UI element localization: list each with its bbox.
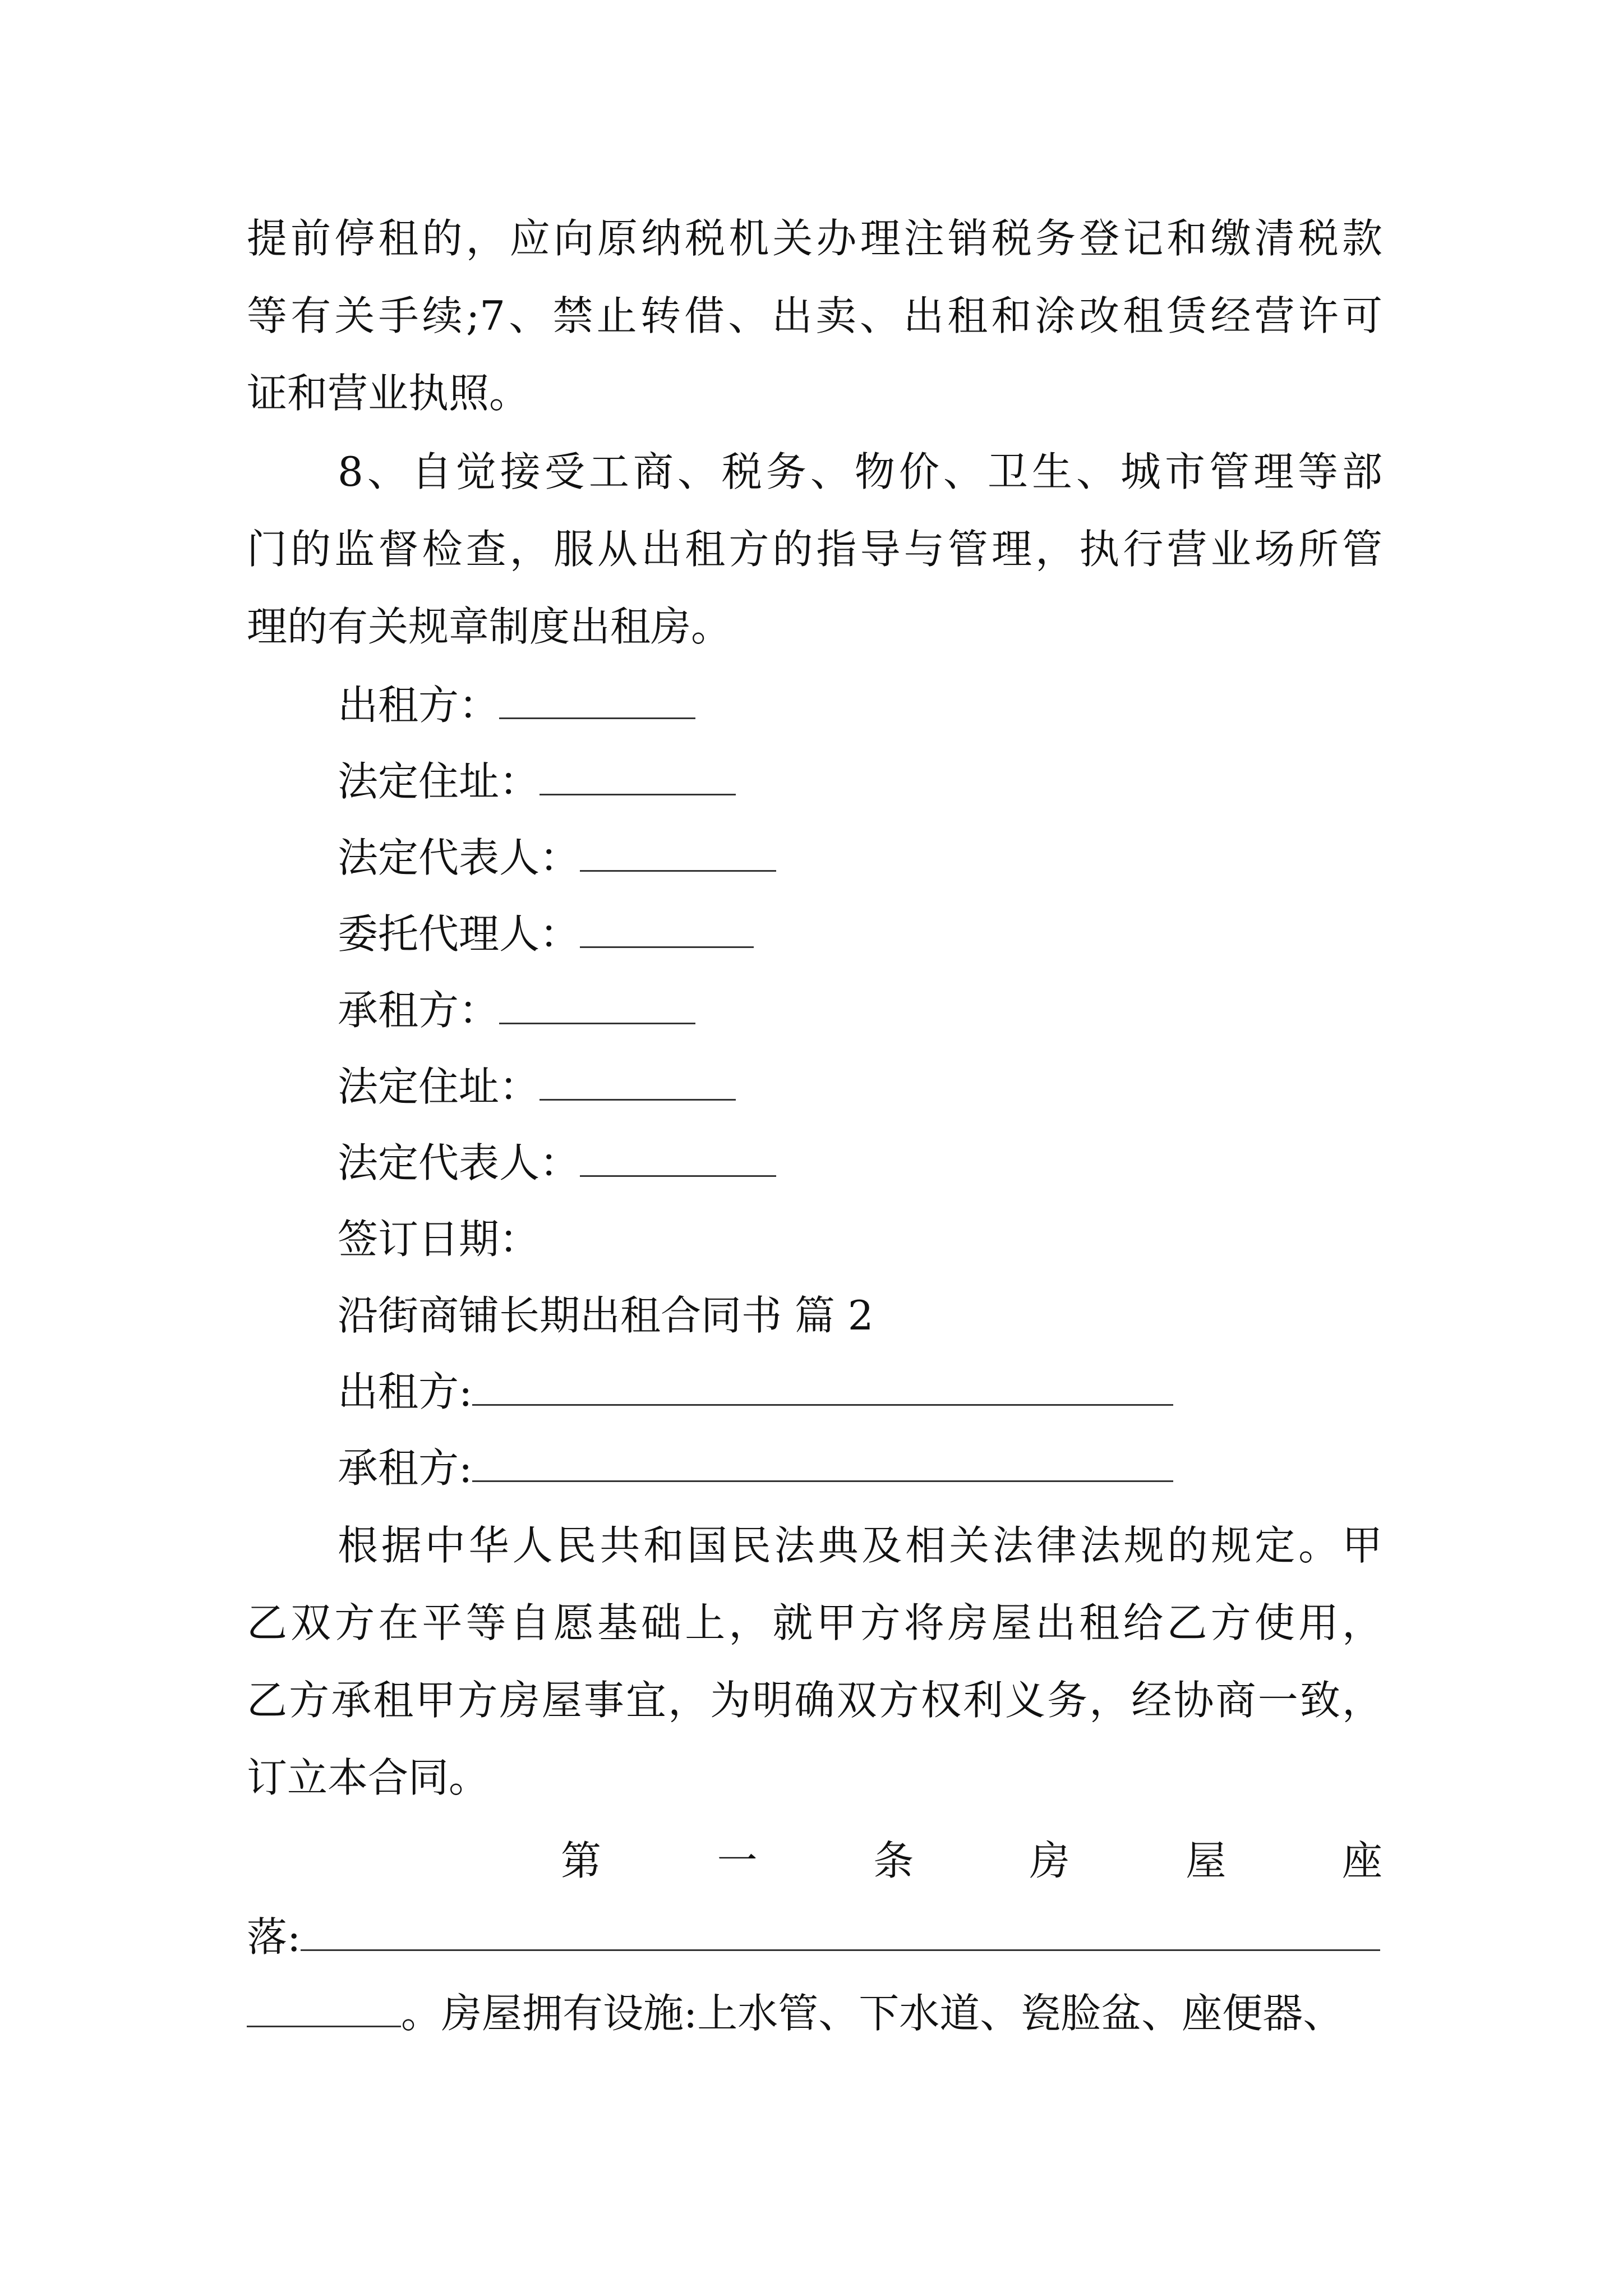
article1-heading-char: 一	[717, 1837, 758, 1884]
lessor-blank	[499, 683, 695, 719]
section2-lessee-blank	[472, 1446, 1173, 1482]
paragraph-line: 订立本合同。	[247, 1754, 490, 1801]
lessee-label: 承租方：	[338, 987, 500, 1034]
section2-lessor-label: 出租方:	[338, 1368, 473, 1415]
lessor-signature-row	[338, 680, 695, 730]
lessor-address-label: 法定住址：	[338, 758, 540, 805]
article1-heading-char: 屋	[1186, 1837, 1227, 1884]
lessee-address-row	[338, 1061, 736, 1112]
agent-label: 委托代理人：	[338, 910, 580, 958]
paragraph-line: 乙方承租甲方房屋事宜，为明确双方权利义务，经协商一致，	[247, 1677, 1382, 1724]
paragraph-line: 提前停租的，应向原纳税机关办理注销税务登记和缴清税款	[247, 215, 1382, 262]
paragraph-line: 证和营业执照。	[247, 370, 530, 417]
lessor-rep-label: 法定代表人：	[338, 834, 580, 881]
lessee-rep-row	[338, 1138, 776, 1188]
paragraph-line: 根据中华人民共和国民法典及相关法律法规的规定。甲	[338, 1522, 1382, 1569]
paragraph-line: 理的有关规章制度出租房。	[247, 603, 732, 650]
article1-heading	[561, 1835, 1382, 1886]
article1-location-blank	[301, 1915, 1380, 1951]
lessee-address-blank	[540, 1064, 736, 1101]
article1-heading-char: 条	[873, 1837, 914, 1884]
lessee-address-label: 法定住址：	[338, 1063, 540, 1110]
date-label: 签订日期：	[338, 1216, 540, 1263]
article1-location-blank-continued	[247, 1991, 401, 2027]
date-row	[338, 1214, 540, 1264]
lessee-rep-blank	[580, 1140, 776, 1177]
lessor-address-blank	[540, 759, 736, 795]
section2-lessee-row	[338, 1443, 1173, 1493]
article1-facilities-text: 。房屋拥有设施:上水管、下水道、瓷脸盆、座便器、	[401, 1990, 1344, 2037]
article1-heading-char: 第	[561, 1837, 602, 1884]
section2-lessor-blank	[472, 1369, 1173, 1406]
lessor-rep-blank	[580, 835, 776, 872]
paragraph-line: 乙双方在平等自愿基础上，就甲方将房屋出租给乙方使用，	[247, 1599, 1382, 1646]
section2-lessor-row	[338, 1366, 1173, 1417]
article1-location-row	[247, 1912, 1380, 1962]
paragraph-line: 8、自觉接受工商、税务、物价、卫生、城市管理等部	[338, 448, 1382, 495]
section-title: 沿街商铺长期出租合同书 篇 2	[338, 1292, 874, 1339]
agent-row	[338, 909, 754, 959]
lessee-signature-row	[338, 985, 695, 1036]
lessor-label: 出租方：	[338, 682, 500, 729]
paragraph-line: 等有关手续;7、禁止转借、出卖、出租和涂改租赁经营许可	[247, 292, 1382, 339]
article1-heading-char: 座	[1341, 1837, 1382, 1884]
article1-location-label: 落:	[247, 1913, 301, 1961]
paragraph-line: 门的监督检查，服从出租方的指导与管理，执行营业场所管	[247, 526, 1382, 573]
lessor-rep-row	[338, 832, 776, 883]
agent-blank	[580, 912, 754, 948]
lessee-blank	[499, 988, 695, 1024]
article1-facilities-row	[247, 1988, 1343, 2039]
article1-heading-char: 房	[1029, 1837, 1070, 1884]
lessee-rep-label: 法定代表人：	[338, 1139, 580, 1186]
section2-lessee-label: 承租方:	[338, 1444, 473, 1492]
lessor-address-row	[338, 756, 736, 807]
